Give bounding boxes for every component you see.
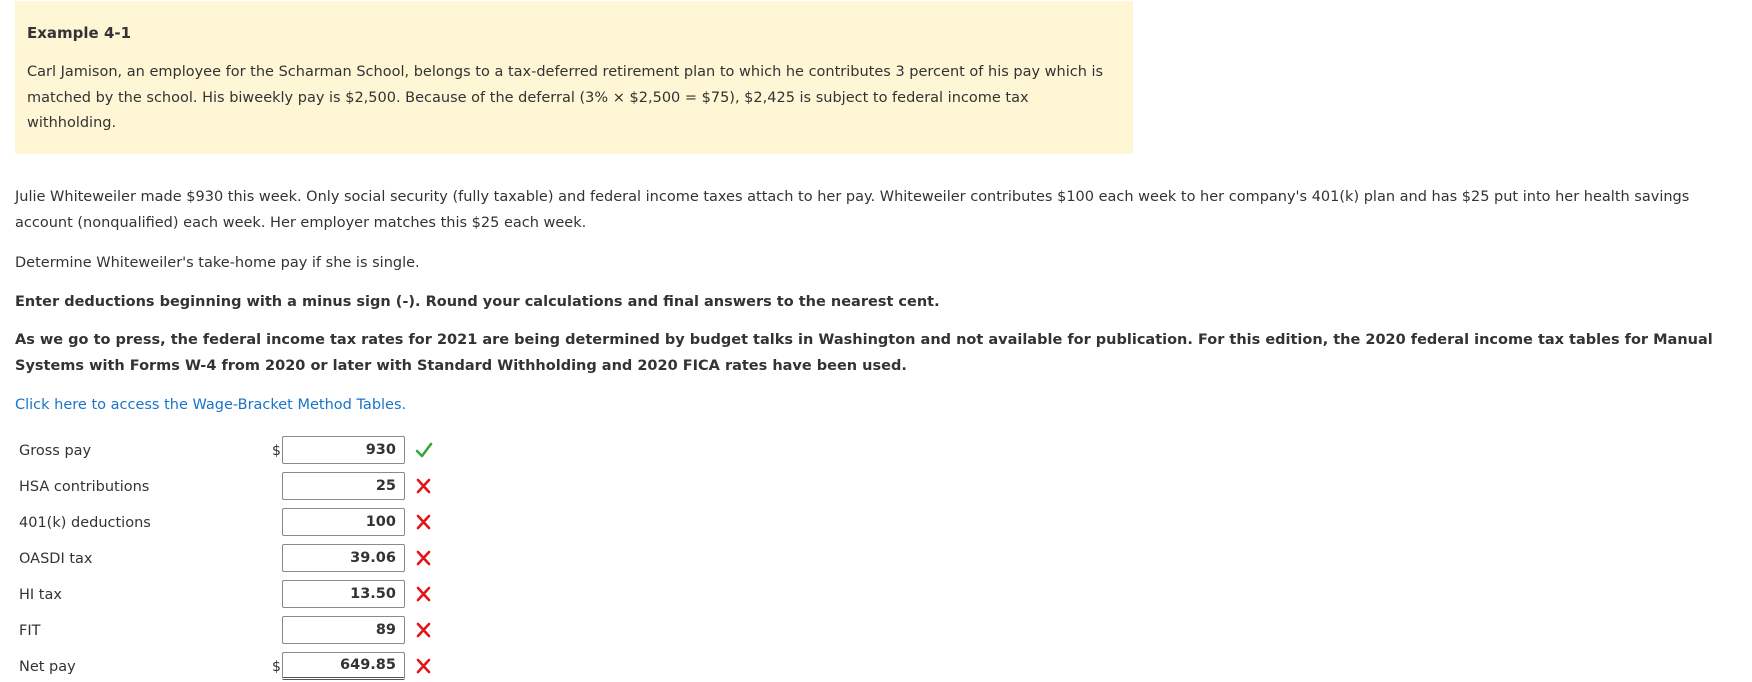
fit-input[interactable] xyxy=(282,616,405,644)
x-icon xyxy=(414,544,434,572)
row-label: OASDI tax xyxy=(19,551,93,567)
row-label: HSA contributions xyxy=(19,479,150,495)
example-box xyxy=(15,1,1133,154)
answer-row-net-pay xyxy=(0,652,500,682)
401k-deductions-input[interactable] xyxy=(282,508,405,536)
net-pay-input[interactable] xyxy=(282,652,405,680)
hi-tax-input[interactable] xyxy=(282,580,405,608)
row-label: Gross pay xyxy=(19,443,92,459)
tax-table-note: As we go to press, the federal income tax rates for 2021 are being determined by budget talks in Washington and not available for publication. For this edition, the 2020 federal income tax tables for Manual Systems with Forms W-4 from 2020 or later with Standard Withholding and 2020 FICA rates have been used. xyxy=(15,332,1713,374)
dollar-sign: $ xyxy=(272,443,281,459)
answer-row-gross-pay xyxy=(0,436,500,466)
example-text: Carl Jamison, an employee for the Scharman School, belongs to a tax-deferred retirement plan to which he contributes 3 percent of his pay which is matched by the school. His biweekly pay is $2,500. Because of the deferral (3% × $2,500 = $75), $2,425 is subject to federal income tax withholding. xyxy=(27,64,1104,131)
gross-pay-input[interactable] xyxy=(282,436,405,464)
row-label: HI tax xyxy=(19,587,62,603)
problem-statement: Julie Whiteweiler made $930 this week. Only social security (fully taxable) and federal income taxes attach to her pay. Whiteweiler contributes $100 each week to her company's 401(k) plan and has $25 put into her health savings account (nonqualified) each week. Her employer matches this $25 each week. xyxy=(15,189,1690,231)
answer-row-hi-tax xyxy=(0,580,500,610)
question-text: Determine Whiteweiler's take-home pay if she is single. xyxy=(15,255,420,271)
answer-row-fit xyxy=(0,616,500,646)
row-label: FIT xyxy=(19,623,41,639)
x-icon xyxy=(414,616,434,644)
answer-row-oasdi xyxy=(0,544,500,574)
x-icon xyxy=(414,580,434,608)
check-icon xyxy=(414,436,434,464)
rounding-instruction: Enter deductions beginning with a minus sign (-). Round your calculations and final answers to the nearest cent. xyxy=(15,294,940,310)
wage-bracket-tables-link[interactable]: Click here to access the Wage-Bracket Method Tables. xyxy=(15,397,407,413)
answer-row-401k xyxy=(0,508,500,538)
answer-row-hsa xyxy=(0,472,500,502)
x-icon xyxy=(414,472,434,500)
oasdi-tax-input[interactable] xyxy=(282,544,405,572)
example-title: Example 4-1 xyxy=(27,24,132,42)
x-icon xyxy=(414,508,434,536)
hsa-contributions-input[interactable] xyxy=(282,472,405,500)
dollar-sign: $ xyxy=(272,659,281,675)
x-icon xyxy=(414,652,434,680)
row-label: Net pay xyxy=(19,659,76,675)
row-label: 401(k) deductions xyxy=(19,515,151,531)
